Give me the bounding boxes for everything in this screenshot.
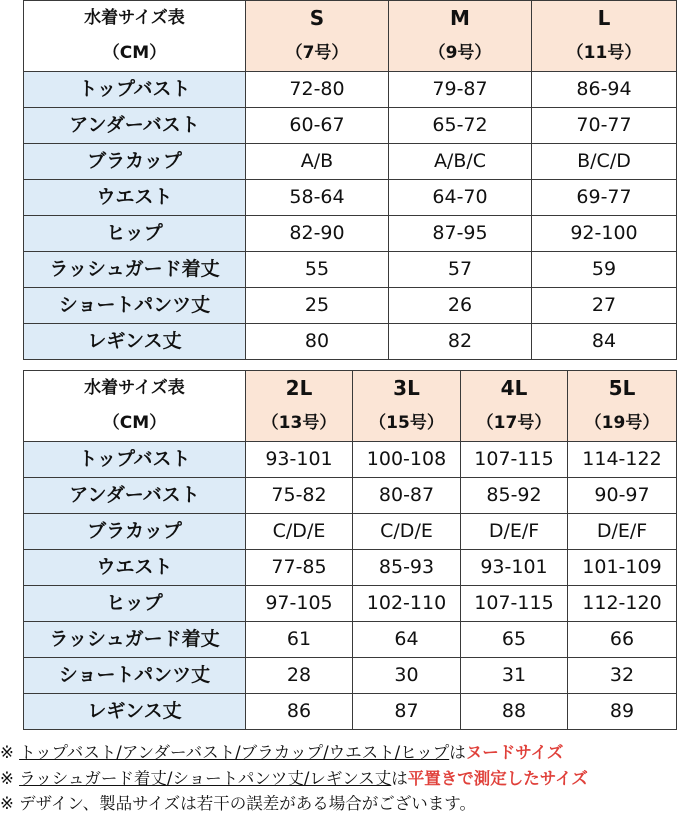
note-marker: ※ [0, 743, 20, 762]
cell-value: A/B [246, 144, 389, 180]
cell-value: 27 [532, 288, 677, 324]
table-row [24, 586, 677, 622]
cell-value: 86 [246, 694, 353, 730]
row-label: ラッシュガード着丈 [24, 622, 246, 658]
cell-value: 102-110 [353, 586, 461, 622]
row-label: ウエスト [24, 550, 246, 586]
cell-value: B/C/D [532, 144, 677, 180]
cell-value: 32 [568, 658, 677, 694]
note-emphasis: ヌードサイズ [465, 743, 564, 762]
cell-value: 87-95 [389, 216, 532, 252]
cell-value: 87 [353, 694, 461, 730]
size-label: S [246, 1, 389, 37]
cell-value: 101-109 [568, 550, 677, 586]
size-number: （17号） [461, 406, 568, 442]
row-label: レギンス丈 [24, 694, 246, 730]
cell-value: 77-85 [246, 550, 353, 586]
note-text: デザイン、製品サイズは若干の誤差がある場合がございます。 [19, 794, 476, 813]
cell-value: D/E/F [568, 514, 677, 550]
size-label: 4L [461, 371, 568, 407]
cell-value: 107-115 [461, 442, 568, 478]
table-row [24, 442, 677, 478]
cell-value: 75-82 [246, 478, 353, 514]
size-number: （11号） [532, 36, 677, 72]
note-connector: は [391, 768, 408, 788]
cell-value: 69-77 [532, 180, 677, 216]
cell-value: 85-92 [461, 478, 568, 514]
table-row [24, 550, 677, 586]
table-header-row [24, 36, 677, 72]
cell-value: 82-90 [246, 216, 389, 252]
size-table-s-m-l [23, 0, 677, 360]
row-label: アンダーバスト [24, 478, 246, 514]
table-row [24, 72, 677, 108]
table-row [24, 180, 677, 216]
size-label: 3L [353, 371, 461, 407]
table-row [24, 108, 677, 144]
note-nude-size [0, 740, 679, 766]
table-title: 水着サイズ表 [24, 371, 246, 407]
table-row [24, 694, 677, 730]
cell-value: 31 [461, 658, 568, 694]
cell-value: 59 [532, 252, 677, 288]
cell-value: 84 [532, 324, 677, 360]
table-row [24, 288, 677, 324]
cell-value: 30 [353, 658, 461, 694]
row-label: ヒップ [24, 586, 246, 622]
note-connector: は [449, 743, 466, 762]
cell-value: 97-105 [246, 586, 353, 622]
size-number: （13号） [246, 406, 353, 442]
cell-value: 58-64 [246, 180, 389, 216]
cell-value: 112-120 [568, 586, 677, 622]
cell-value: 82 [389, 324, 532, 360]
row-label: ショートパンツ丈 [24, 288, 246, 324]
size-label: 2L [246, 371, 353, 407]
row-label: ラッシュガード着丈 [24, 252, 246, 288]
cell-value: 89 [568, 694, 677, 730]
cell-value: 80-87 [353, 478, 461, 514]
row-label: トップバスト [24, 442, 246, 478]
row-label: トップバスト [24, 72, 246, 108]
cell-value: 60-67 [246, 108, 389, 144]
table-row [24, 622, 677, 658]
size-table-2l-5l [23, 370, 677, 730]
cell-value: 64-70 [389, 180, 532, 216]
cell-value: 85-93 [353, 550, 461, 586]
size-number: （9号） [389, 36, 532, 72]
note-items: トップバスト/アンダーバスト/ブラカップ/ウエスト/ヒップ [19, 743, 450, 762]
cell-value: 93-101 [461, 550, 568, 586]
size-number: （15号） [353, 406, 461, 442]
cell-value: 64 [353, 622, 461, 658]
table-row [24, 144, 677, 180]
table-row [24, 324, 677, 360]
cell-value: 25 [246, 288, 389, 324]
cell-value: 107-115 [461, 586, 568, 622]
table-row [24, 514, 677, 550]
cell-value: 93-101 [246, 442, 353, 478]
notes [0, 740, 679, 817]
cell-value: 86-94 [532, 72, 677, 108]
cell-value: 26 [389, 288, 532, 324]
table-header-row [24, 1, 677, 37]
row-label: ブラカップ [24, 144, 246, 180]
note-emphasis: 平置きで測定したサイズ [407, 768, 588, 788]
size-number: （7号） [246, 36, 389, 72]
cell-value: 61 [246, 622, 353, 658]
table-unit: （CM） [24, 406, 246, 442]
table-row [24, 658, 677, 694]
cell-value: 28 [246, 658, 353, 694]
cell-value: 100-108 [353, 442, 461, 478]
cell-value: 66 [568, 622, 677, 658]
row-label: ショートパンツ丈 [24, 658, 246, 694]
note-items: ラッシュガード着丈/ショートパンツ丈/レギンス丈 [19, 768, 392, 788]
cell-value: A/B/C [389, 144, 532, 180]
note-marker: ※ [0, 768, 20, 788]
table-header-row [24, 406, 677, 442]
cell-value: 65-72 [389, 108, 532, 144]
cell-value: 92-100 [532, 216, 677, 252]
size-label: M [389, 1, 532, 37]
table-row [24, 478, 677, 514]
cell-value: 72-80 [246, 72, 389, 108]
table-unit: （CM） [24, 36, 246, 72]
row-label: レギンス丈 [24, 324, 246, 360]
cell-value: 88 [461, 694, 568, 730]
size-number: （19号） [568, 406, 677, 442]
cell-value: 90-97 [568, 478, 677, 514]
table-header-row [24, 371, 677, 407]
table-row [24, 216, 677, 252]
cell-value: 114-122 [568, 442, 677, 478]
note-flat-measure [0, 766, 679, 792]
cell-value: 65 [461, 622, 568, 658]
row-label: ブラカップ [24, 514, 246, 550]
note-disclaimer [0, 791, 679, 817]
cell-value: C/D/E [353, 514, 461, 550]
cell-value: 55 [246, 252, 389, 288]
row-label: ヒップ [24, 216, 246, 252]
row-label: アンダーバスト [24, 108, 246, 144]
table-row [24, 252, 677, 288]
cell-value: C/D/E [246, 514, 353, 550]
cell-value: 57 [389, 252, 532, 288]
cell-value: D/E/F [461, 514, 568, 550]
size-label: 5L [568, 371, 677, 407]
cell-value: 79-87 [389, 72, 532, 108]
row-label: ウエスト [24, 180, 246, 216]
table-title: 水着サイズ表 [24, 1, 246, 37]
cell-value: 70-77 [532, 108, 677, 144]
size-label: L [532, 1, 677, 37]
cell-value: 80 [246, 324, 389, 360]
note-marker: ※ [0, 794, 20, 813]
